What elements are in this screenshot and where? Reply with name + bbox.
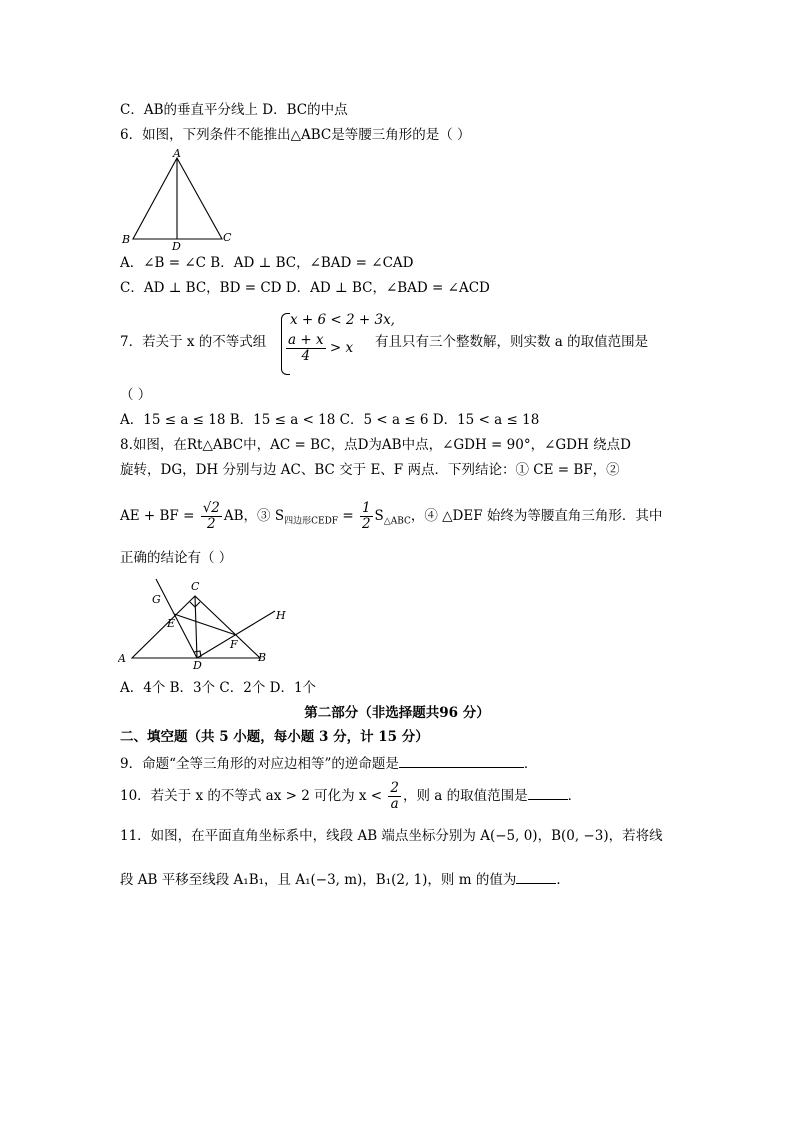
q11-answer-blank[interactable] [516,870,556,884]
section2-title: 二、填空题（共 5 小题，每小题 3 分，计 15 分） [120,729,429,745]
part2-title: 第二部分（非选择题共96 分） [304,705,490,721]
q10 [120,776,581,816]
q10-text-b: ，则 a 的取值范围是 [403,788,528,804]
q6-options-cd: C．AD ⊥ BC，BD = CD D．AD ⊥ BC，∠BAD = ∠ACD [120,280,490,296]
q8-label-g: G [152,593,161,606]
q8-label-f: F [230,638,238,651]
q8-l3-c: = [338,508,358,524]
q8-options: A．4个 B．3个 C．2个 D．1个 [120,680,317,696]
q6-label-c: C [223,231,232,244]
q8-half-den: 2 [361,516,371,532]
q6-label-a: A [173,147,181,160]
q8-l3-e: ，④ △DEF 始终为等腰直角三角形．其中 [410,508,663,524]
q11-line1: 11．如图，在平面直角坐标系中，线段 AB 端点坐标分别为 A(−5, 0)，B(0, −3)，若将线 [120,828,663,844]
q8-line3 [120,496,662,542]
q8-line2: 旋转，DG，DH 分别与边 AC、BC 交于 E、F 两点．下列结论：① CE = BF，② [120,462,620,478]
q10-answer-blank[interactable] [528,786,568,800]
q10-end: ． [567,788,582,804]
q8-line4: 正确的结论有（ ） [120,550,233,566]
q8-label-d: D [193,659,202,672]
q7-stem-left: 7．若关于 x 的不等式组 [120,334,267,350]
q8-label-c: C [191,580,200,593]
q10-text-a: 10．若关于 x 的不等式 ax > 2 可化为 x < [120,788,387,804]
q8-label-a: A [118,652,126,665]
q6-label-d: D [172,240,181,250]
q11-line2: 段 AB 平移至线段 A₁B₁，且 A₁(−3, m)，B₁(2, 1)，则 m 的值为 [120,872,517,888]
q9-text: 9．命题“全等三角形的对应边相等”的逆命题是 [120,756,399,772]
q8-l3-a: AE + BF = [120,508,199,524]
q7-ineq2-den: 4 [301,348,311,364]
q6-stem: 6．如图，下列条件不能推出△ABC是等腰三角形的是（ ） [120,127,471,143]
q7-ineq2 [286,333,353,364]
q9-end: ． [523,756,538,772]
q7-stem-right: 有且只有三个整数解，则实数 a 的取值范围是 [375,334,649,350]
q8-label-b: B [258,651,267,664]
q5-options-cd: C．AB的垂直平分线上 D．BC的中点 [120,102,348,118]
q8-label-h: H [276,609,286,622]
q10-frac-den: a [390,796,399,812]
q7-ineq2-num: a + x [288,332,324,348]
q8-l3-d: S [374,508,384,524]
q11-line2-wrap [120,870,570,889]
q8-l3-b: AB，③ S [223,508,285,524]
q8-line1: 8.如图，在Rt△ABC中，AC = BC，点D为AB中点，∠GDH = 90°，∠GDH 绕点D [120,437,631,453]
q6-triangle-figure [118,146,240,250]
q6-label-b: B [122,233,131,246]
q10-frac-num: 2 [390,780,399,796]
q9-answer-blank[interactable] [399,754,524,768]
q7-options: A．15 ≤ a ≤ 18 B．15 ≤ a < 18 C．5 < a ≤ 6 D．15 < a ≤ 18 [120,412,540,428]
q8-sub2: △ABC [383,516,411,527]
q8-rotation-figure [118,574,293,674]
q7-ineq1: x + 6 < 2 + 3x, [290,312,395,328]
q11-end: ． [556,872,570,888]
q7-ineq2-rest: > x [325,340,354,356]
q8-half-num: 1 [361,500,371,516]
q8-sqrt-num: √2 [202,500,220,516]
q6-options-ab: A．∠B = ∠C B．AD ⊥ BC，∠BAD = ∠CAD [120,255,414,271]
q8-sqrt-den: 2 [206,516,216,532]
q7-paren: （ ） [120,387,152,403]
q8-label-e: E [167,617,176,630]
q8-sub1: 四边形CEDF [284,516,339,527]
q9 [120,754,537,773]
